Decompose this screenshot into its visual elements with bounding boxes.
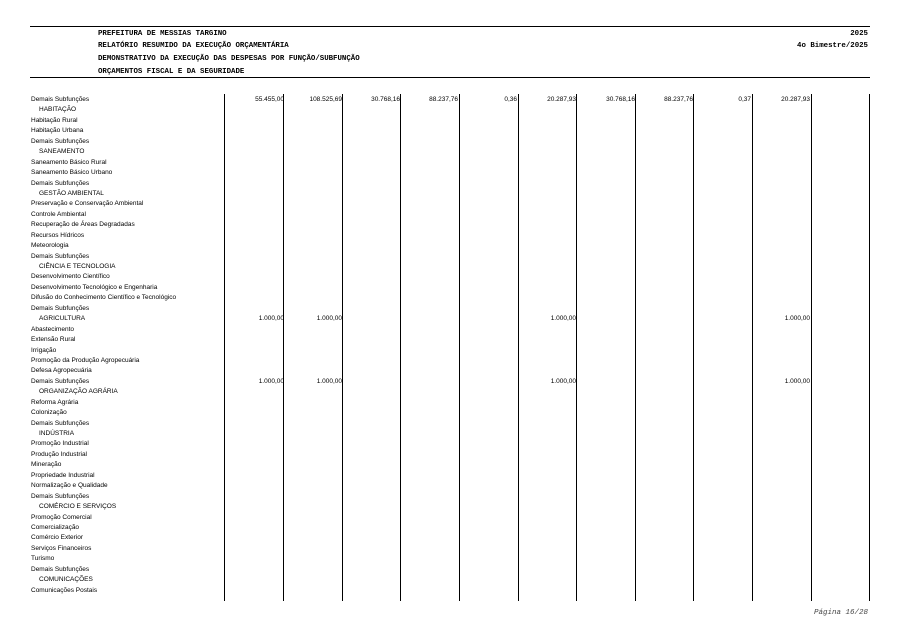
table-row (31, 346, 871, 356)
table-row (31, 116, 871, 126)
subfunction-label: Demais Subfunções (31, 377, 90, 385)
function-label: INDÚSTRIA (39, 430, 75, 437)
subfunction-label: Comunicações Postais (31, 586, 98, 594)
value-cell: 88.237,76 (429, 96, 458, 103)
table-row (31, 158, 871, 168)
subfunction-label: Promoção Comercial (31, 513, 92, 521)
table-row (31, 502, 871, 512)
table-row (31, 377, 871, 387)
function-label: AGRICULTURA (39, 315, 86, 323)
subfunction-label: Demais Subfunções (31, 179, 90, 187)
value-cell: 55.455,00 (255, 96, 284, 103)
subfunction-label: Demais Subfunções (31, 492, 90, 500)
header-top-rule (30, 26, 870, 27)
subfunction-label: Controle Ambiental (31, 210, 86, 218)
table-row (31, 293, 871, 303)
table-row (31, 304, 871, 314)
table-row (31, 314, 871, 324)
subfunction-label: Habitação Rural (31, 116, 78, 124)
subfunction-label: Defesa Agropecuária (31, 367, 92, 375)
subfunction-label: Meteorologia (31, 242, 69, 250)
table-row (31, 460, 871, 470)
subfunction-label: Demais Subfunções (31, 96, 90, 103)
subfunction-label: Saneamento Básico Rural (31, 158, 107, 166)
value-cell: 1.000,00 (550, 315, 576, 323)
table-row (31, 439, 871, 449)
table-row (31, 168, 871, 178)
table-row (31, 513, 871, 523)
table-row (31, 105, 871, 115)
page-number: Página 16/28 (813, 609, 868, 617)
table-row (31, 325, 871, 335)
subfunction-label: Desenvolvimento Científico (31, 273, 110, 281)
value-cell: 1.000,00 (550, 377, 576, 385)
table-row (31, 272, 871, 282)
value-cell: 20.287,93 (781, 96, 810, 103)
subfunction-label: Promoção da Produção Agropecuária (31, 356, 140, 364)
report-title: RELATÓRIO RESUMIDO DA EXECUÇÃO ORÇAMENTÁRIA (98, 42, 289, 50)
subfunction-label: Recursos Hídricos (31, 231, 85, 239)
value-cell: 1.000,00 (316, 377, 342, 385)
value-cell: 1.000,00 (784, 377, 810, 385)
table-row (31, 241, 871, 251)
table-row (31, 565, 871, 575)
table-row (31, 533, 871, 543)
function-label: ORGANIZAÇÃO AGRÁRIA (39, 388, 118, 396)
subfunction-label: Mineração (31, 461, 62, 469)
value-cell: 0,37 (738, 96, 751, 103)
table-row (31, 429, 871, 439)
subfunction-label: Habitação Urbana (31, 127, 84, 135)
subfunction-label: Difusão do Conhecimento Científico e Tecnológico (31, 294, 177, 302)
table-row (31, 335, 871, 345)
subfunction-label: Preservação e Conservação Ambiental (31, 200, 144, 208)
table-row (31, 220, 871, 230)
table-row (31, 544, 871, 554)
subfunction-label: Recuperação de Áreas Degradadas (31, 221, 135, 229)
subfunction-label: Promoção Industrial (31, 440, 89, 448)
table-row (31, 126, 871, 136)
subfunction-label: Desenvolvimento Tecnológico e Engenharia (31, 283, 158, 291)
subfunction-label: Demais Subfunções (31, 565, 90, 573)
value-cell: 30.768,16 (371, 96, 400, 103)
table-row (31, 586, 871, 596)
value-cell: 30.768,16 (606, 96, 635, 103)
subfunction-label: Saneamento Básico Urbano (31, 169, 113, 177)
value-cell: 1.000,00 (316, 315, 342, 323)
table-row (31, 398, 871, 408)
value-cell: 1.000,00 (784, 315, 810, 323)
subfunction-label: Propriedade Industrial (31, 471, 95, 479)
subfunction-label: Comercialização (31, 523, 80, 531)
table-row (31, 450, 871, 460)
table-row (31, 262, 871, 272)
value-cell: 1.000,00 (258, 377, 284, 385)
report-period: 4o Bimestre/2025 (797, 42, 868, 50)
budgets-subtitle: ORÇAMENTOS FISCAL E DA SEGURIDADE (98, 68, 245, 76)
subfunction-label: Comércio Exterior (31, 534, 84, 542)
subfunction-label: Demais Subfunções (31, 137, 90, 145)
subfunction-label: Normalização e Qualidade (31, 482, 108, 490)
table-row (31, 575, 871, 585)
table-row (31, 366, 871, 376)
table-row (31, 179, 871, 189)
table-row (31, 189, 871, 199)
table-row (31, 147, 871, 157)
function-label: HABITAÇÃO (39, 106, 77, 114)
expense-table (31, 95, 871, 596)
subfunction-label: Demais Subfunções (31, 304, 90, 312)
subfunction-label: Demais Subfunções (31, 252, 90, 260)
table-row (31, 419, 871, 429)
subfunction-label: Irrigação (31, 346, 57, 354)
value-cell: 88.237,76 (664, 96, 693, 103)
function-label: COMÉRCIO E SERVIÇOS (39, 503, 117, 511)
function-label: SANEAMENTO (39, 148, 85, 156)
table-row (31, 231, 871, 241)
header-bottom-rule (30, 77, 870, 78)
table-row (31, 356, 871, 366)
entity-name: PREFEITURA DE MESSIAS TARGINO (98, 30, 227, 38)
table-row (31, 471, 871, 481)
table-row (31, 554, 871, 564)
table-row (31, 387, 871, 397)
table-row (31, 210, 871, 220)
table-row (31, 523, 871, 533)
subfunction-label: Abastecimento (31, 325, 74, 333)
table-row (31, 492, 871, 502)
statement-title: DEMONSTRATIVO DA EXECUÇÃO DAS DESPESAS POR FUNÇÃO/SUBFUNÇÃO (98, 55, 360, 63)
subfunction-label: Colonização (31, 409, 67, 417)
table-row (31, 408, 871, 418)
subfunction-label: Reforma Agrária (31, 398, 79, 406)
table-row (31, 481, 871, 491)
table-row (31, 137, 871, 147)
report-year: 2025 (850, 30, 868, 38)
subfunction-label: Produção Industrial (31, 450, 88, 458)
function-label: GESTÃO AMBIENTAL (39, 189, 104, 197)
subfunction-label: Turismo (31, 555, 55, 563)
table-row (31, 199, 871, 209)
table-row (31, 95, 871, 105)
value-cell: 20.287,93 (547, 96, 576, 103)
table-row (31, 252, 871, 262)
function-label: CIÊNCIA E TECNOLOGIA (39, 263, 116, 270)
value-cell: 108.525,69 (309, 96, 342, 103)
subfunction-label: Extensão Rural (31, 336, 76, 344)
function-label: COMUNICAÇÕES (39, 576, 93, 584)
table-row (31, 283, 871, 293)
value-cell: 0,36 (504, 96, 517, 103)
subfunction-label: Demais Subfunções (31, 419, 90, 427)
subfunction-label: Serviços Financeiros (31, 544, 92, 552)
value-cell: 1.000,00 (258, 315, 284, 323)
